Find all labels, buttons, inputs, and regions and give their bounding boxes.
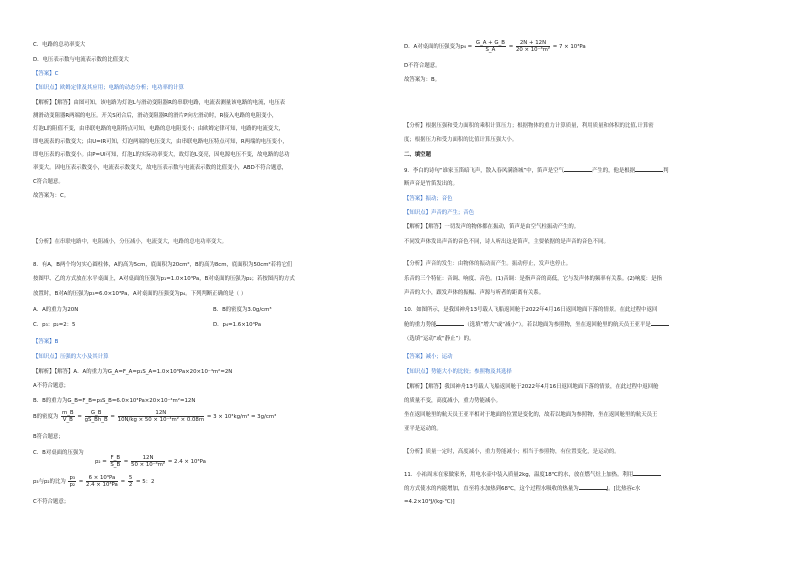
option-a: A．A的重力为20N: [33, 307, 79, 313]
question-9-line: 断声音是竹笛发出的。: [404, 181, 458, 187]
analysis-line: 【解析】【解答】A．A的重力为G_A=F_A=p₁S_A=1.0×10³Pa×20×10⁻⁴m²=2N: [33, 369, 233, 375]
option-b: B．B的密度为3.0g/cm³: [213, 307, 272, 313]
question-10-line: 舱的重力势能 （选填“增大”或“减小”）。若以地面为参照物，坐在返回舱里的航天员王亚平是: [404, 320, 669, 329]
analysis-line: B．B的重力为G_B=F_B=p₃S_B=6.0×10³Pa×20×10⁻⁴m²=12N: [33, 398, 196, 404]
analysis-line: D不符合题意。: [404, 63, 441, 69]
analysis-line: C符合题意。: [33, 179, 64, 185]
analysis-line: 【解析】【解答】一切发声的物体都在振动，笛声是由空气柱振动产生的。: [404, 224, 580, 230]
summary-note: 【分析】质量一定时，高度减小，重力势能减小；相当于参照物，有位置变化，是运动的。: [404, 449, 620, 455]
knowledge-point: 【知识点】压强的大小及其计算: [33, 354, 109, 360]
summary-note: 【分析】在串联电路中，电阻减小，分压减小，电流变大，电路的总电功率变大。: [33, 239, 228, 245]
question-8-line: 8．有A，B两个均匀实心圆柱体，A的高为5cm，底面积为20cm²，B的高为8cm，底面积为50cm²若将它们: [33, 262, 293, 268]
answer-label: 【答案】C: [33, 71, 59, 77]
option-c: C．电路的总功率变大: [33, 42, 86, 48]
density-formula: B的密度为 $\frac{m\_B}{V\_B}$ = $\frac{G\_B}{gS\_Bh\_B}$ = $\frac{12N}{\text{10N/kg × 50 × 10⁻⁴m² × 0.08m}}$ = 3 × 10³kg/m³ = 3g/cm³: [33, 410, 277, 423]
analysis-line: 率变大。因电压表示数变小，电流表示数变大，故电压表示数与电流表示数的比值变小，ABD不符合题意，: [33, 165, 288, 171]
analysis-line: C．B对桌面的压强为: [33, 450, 84, 456]
summary-note: 【分析】声音的发生：由物体的振动而产生。振动停止，发声也停止。: [404, 261, 572, 267]
analysis-line: A不符合题意；: [33, 383, 70, 389]
final-answer: 故答案为：C。: [33, 193, 70, 199]
analysis-line: 亚平是运动的。: [404, 426, 442, 432]
fill-blank: [635, 166, 663, 172]
answer-label: 【答案】振动；音色: [404, 196, 453, 202]
ratio-formula: p₃与p₂的比为 $\frac{\text{p₃}}{\text{p₂}}$ = $\frac{\text{6 × 10³Pa}}{\text{2.4 × 10³Pa}}$ = $\frac{5}{2}$ = 5：2: [33, 475, 155, 488]
pressure-formula: p₂ = $\frac{F\_B}{S\_B}$ = $\frac{12N}{\text{50 × 10⁻⁴m²}}$ = 2.4 × 10³Pa: [95, 455, 206, 468]
final-answer: 故答案为：B。: [404, 77, 441, 83]
knowledge-point: 【知识点】势能大小的比较；参照物及其选择: [404, 369, 512, 375]
analysis-line: 【解析】【解答】由图可知，该电路为灯泡L与滑动变阻器R的串联电路，电流表测量该电路的电流，电压表: [33, 100, 286, 106]
option-d: D．p₄=1.6×10⁴Pa: [213, 322, 262, 328]
fill-blank: [436, 320, 464, 326]
question-10-line: 10．如图所示，是我国神舟13号载人飞船返回舱于2022年4月16日返回地面下落的情景。在此过程中返回: [404, 307, 658, 313]
analysis-line: 测滑动变阻器R两端的电压。开关S闭合后，滑动变阻器R的滑片P向左滑动时，R接入电路的电阻变小，: [33, 113, 278, 119]
section-heading: 二、填空题: [404, 152, 431, 158]
analysis-line: 即电压表的示数变小。由P=UI可知，灯泡L的实际功率变大，故灯泡L变亮，因电源电压不变，故电路的总功: [33, 152, 290, 158]
left-column: [33, 0, 393, 562]
summary-note: 【分析】根据压强和受力面积的乘积计算压力；根据物体的重力计算质量，利用质量和体积的比值,计算密: [404, 123, 654, 129]
question-8-line: 放置时，B对A的压强为p₃=6.0×10³Pa，A对桌面的压强变为p₄。下列判断正确的是（ ）: [33, 291, 247, 297]
answer-label: 【答案】减小；运动: [404, 354, 453, 360]
summary-note: 度；根据压力和受力面积的比值计算压强大小。: [404, 137, 518, 143]
analysis-line: 即电流表的示数变大；由U=IR可知，灯泡两端的电压变大，由串联电路电压特点可知，R两端的电压变小，: [33, 139, 288, 145]
question-11-line: =4.2×10³J/(kg·℃)]: [404, 499, 455, 505]
question-10-line: （选填“运动”或“静止”）的。: [404, 336, 475, 342]
knowledge-point: 【知识点】声音的产生；音色: [404, 210, 475, 216]
option-d: D．电压表示数与电流表示数的比值变大: [33, 57, 129, 63]
analysis-line: 的质量不变，高度减小，重力势能减小。: [404, 398, 502, 404]
knowledge-point: 【知识点】欧姆定律及其应用；电路的动态分析；电功率的计算: [33, 85, 184, 91]
analysis-line: B符合题意；: [33, 434, 64, 440]
fill-blank: [633, 470, 661, 476]
analysis-line: 灯泡L的阻值不变，由串联电路的电阻特点可知，电路的总电阻变小；由欧姆定律可知，电路的电流变大，: [33, 126, 284, 132]
analysis-line: 坐在返回舱里的航天员王亚平相对于地面的位置是变化的，故若以地面为参照物，坐在返回舱里的航天员王: [404, 412, 658, 418]
right-column: [404, 0, 764, 562]
question-9-line: 9．李白的诗句“谁家玉笛暗飞声，散入春风满洛城”中，笛声是空气 产生的，他是根据 判: [404, 168, 669, 174]
fill-blank: [651, 320, 669, 326]
summary-note: 乐音的三个特征：音调、响度、音色。(1)音调：是指声音的高低，它与发声体的频率有关系。(2)响度：是指: [404, 276, 662, 282]
fill-blank: [564, 166, 592, 172]
question-11-line: 11．小祐周末在家做家务，用电水壶中装入质量2kg，温度18℃的水，放在燃气灶上加热。利用: [404, 470, 661, 479]
answer-label: 【答案】B: [33, 339, 59, 345]
question-11-line: 的方式使水的内能增加，直至将水加热到68℃，这个过程水吸收的热量为 J。[比热容c水: [404, 486, 641, 492]
analysis-line: C不符合题意；: [33, 499, 70, 505]
analysis-line: 【解析】【解答】我国神舟13号载人飞船返回舱于2022年4月16日返回地面下落的情景，在此过程中返回舱: [404, 384, 659, 390]
option-c: C．p₃：p₂=2：5: [33, 322, 76, 328]
summary-note: 声音的大小，跟发声体的振幅、声源与听者的距离有关系。: [404, 290, 545, 296]
fill-blank: [579, 484, 607, 490]
question-8-line: 按图甲、乙的方式放在水平桌面上，A对桌面的压强为p₁=1.0×10³Pa，B对桌面的压强为p₂；若按图丙的方式: [33, 276, 295, 282]
p4-formula: D．A对桌面的压强变为p₄ = $\frac{G\_A + G\_B}{S\_A}$ = $\frac{2N + 12N}{\text{20 × 10⁻⁴m²}}$ = 7 × 10³Pa: [404, 40, 586, 53]
analysis-line: 不同发声体发出声音的音色不同，诗人听出这是笛声，主要依据的是声音的音色不同。: [404, 239, 609, 245]
